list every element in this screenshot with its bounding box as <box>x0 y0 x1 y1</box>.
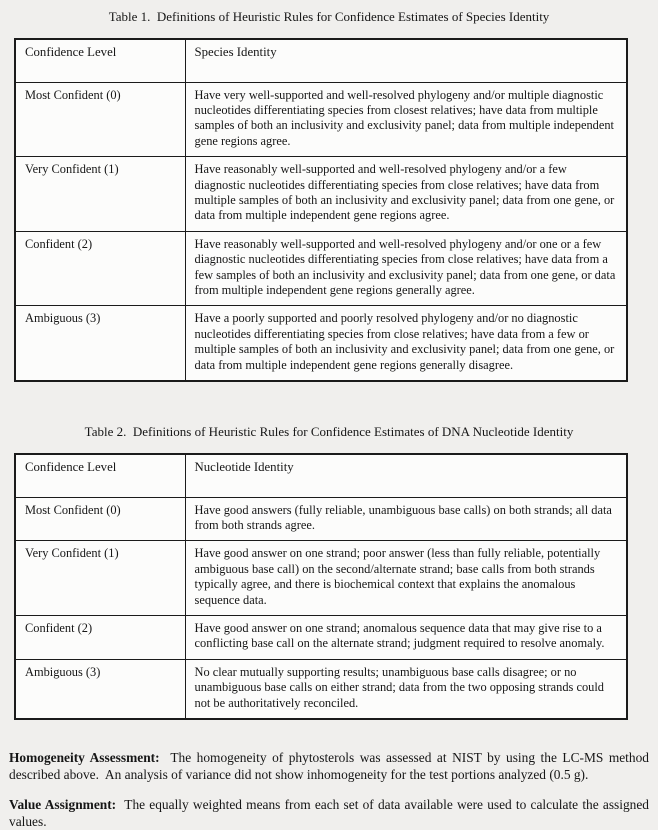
cell-definition: Have very well-supported and well-resolved phylogeny and/or multiple diagnostic nucleotides differentiating species from closest relatives; have data from multiple samples of both an inclusivity and exclusivity panel; data from multiple independent gene regions agree. <box>185 82 627 157</box>
cell-confidence-level: Most Confident (0) <box>15 82 185 157</box>
cell-confidence-level: Confident (2) <box>15 615 185 659</box>
table-row <box>15 82 627 157</box>
cell-confidence-level: Ambiguous (3) <box>15 659 185 719</box>
paragraph-text: The homogeneity of phytosterols was assessed at NIST by using the LC-MS method described above. An analysis of variance did not show inhomogeneity for the test portions analyzed (0.5 g). <box>9 749 653 782</box>
cell-confidence-level: Very Confident (1) <box>15 541 185 616</box>
paragraph-label: Homogeneity Assessment: <box>9 749 160 765</box>
table-header-row <box>15 39 627 82</box>
cell-confidence-level: Ambiguous (3) <box>15 306 185 381</box>
cell-definition: Have reasonably well-supported and well-resolved phylogeny and/or one or a few diagnostic nucleotides differentiating species from close relatives; have data from a few samples of both an inclusivity and exclusivity panel; data from one gene, or data from multiple independent gene regions generally agree. <box>185 231 627 306</box>
header-cell-species-identity: Species Identity <box>185 39 627 82</box>
cell-definition: No clear mutually supporting results; unambiguous base calls disagree; or no unambiguous base calls on either strand; data from the two opposing strands could not be authoritatively reconciled. <box>185 659 627 719</box>
table-row <box>15 659 627 719</box>
cell-definition: Have good answers (fully reliable, unambiguous base calls) on both strands; all data from both strands agree. <box>185 497 627 541</box>
paragraph-text: The equally weighted means from each set of data available were used to calculate the assigned values. <box>9 796 653 829</box>
table2-caption: Table 2. Definitions of Heuristic Rules for Confidence Estimates of DNA Nucleotide Identity <box>84 424 574 439</box>
table-row <box>15 306 627 381</box>
cell-confidence-level: Very Confident (1) <box>15 157 185 232</box>
table-row <box>15 157 627 232</box>
table-row <box>15 497 627 541</box>
header-cell-confidence-level: Confidence Level <box>15 39 185 82</box>
cell-confidence-level: Confident (2) <box>15 231 185 306</box>
cell-definition: Have a poorly supported and poorly resolved phylogeny and/or no diagnostic nucleotides differentiating species from close relatives; have data from a few or multiple samples of both an inclusivity and exclusivity panel; data from one gene, or data from multiple independent gene regions generally disagree. <box>185 306 627 381</box>
table1-species-identity <box>14 38 628 382</box>
header-cell-nucleotide-identity: Nucleotide Identity <box>185 454 627 497</box>
table2-nucleotide-identity <box>14 453 628 720</box>
cell-definition: Have reasonably well-supported and well-resolved phylogeny and/or a few diagnostic nucleotides differentiating species from close relatives; have data from multiple samples of both an inclusivity and exclusivity panel; data from one gene, or data from multiple independent gene regions agree. <box>185 157 627 232</box>
value-assignment-paragraph <box>9 796 653 830</box>
table-row <box>15 541 627 616</box>
table-header-row <box>15 454 627 497</box>
table1-caption: Table 1. Definitions of Heuristic Rules for Confidence Estimates of Species Identity <box>108 9 550 24</box>
table-row <box>15 615 627 659</box>
homogeneity-assessment-paragraph <box>9 749 653 783</box>
cell-confidence-level: Most Confident (0) <box>15 497 185 541</box>
cell-definition: Have good answer on one strand; anomalous sequence data that may give rise to a conflicting base call on the alternate strand; judgment required to resolve anomaly. <box>185 615 627 659</box>
table-row <box>15 231 627 306</box>
paragraph-label: Value Assignment: <box>9 796 117 812</box>
header-cell-confidence-level: Confidence Level <box>15 454 185 497</box>
cell-definition: Have good answer on one strand; poor answer (less than fully reliable, potentially ambiguous base call) on the second/alternate strand; base calls from both strands typically agree, and there is biochemical context that explains the anomalous sequence data. <box>185 541 627 616</box>
